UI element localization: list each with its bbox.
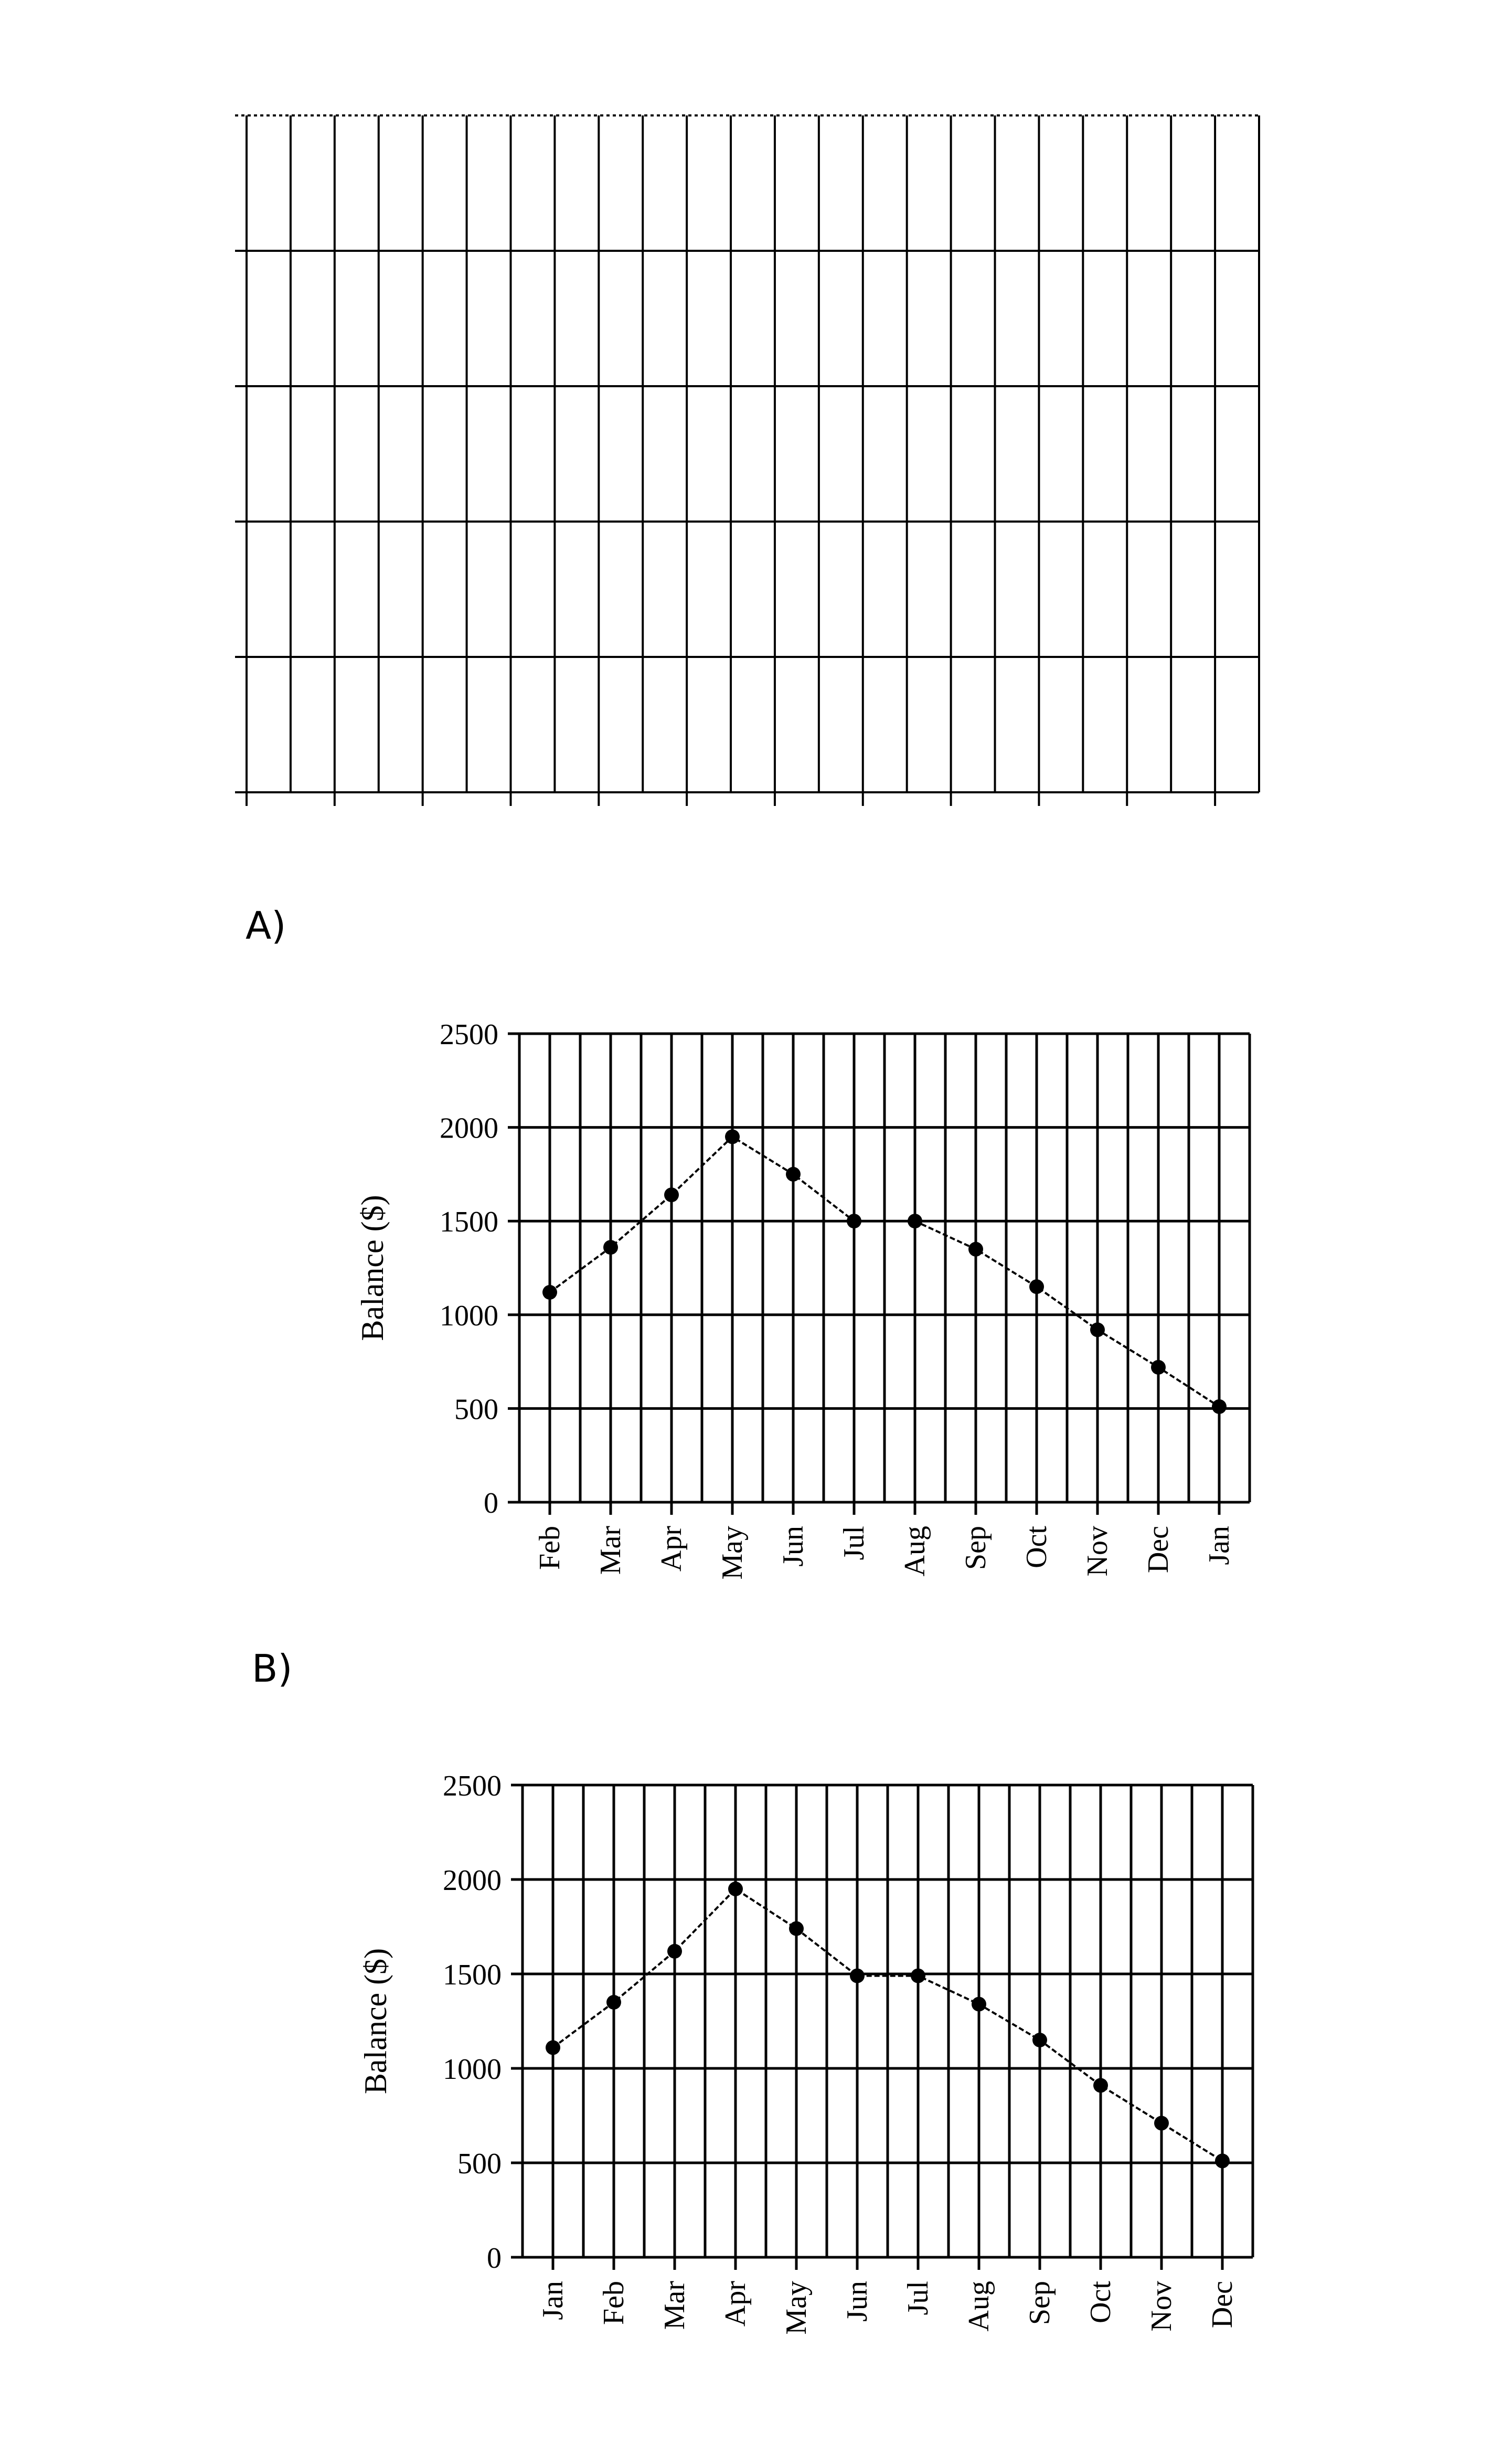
x-tick-label: Dec [1206, 2281, 1239, 2329]
x-tick-label: Aug [899, 1526, 931, 1577]
data-point [1029, 1279, 1044, 1294]
x-tick-label: Jul [902, 2281, 934, 2316]
data-point [1093, 2078, 1108, 2093]
data-point [850, 1969, 865, 1983]
data-point [968, 1242, 983, 1257]
data-point [911, 1969, 925, 1983]
y-tick-label: 0 [484, 1487, 498, 1520]
x-tick-label: Jun [777, 1526, 809, 1567]
data-point [1215, 2153, 1230, 2168]
data-point [606, 1995, 621, 2010]
data-point [667, 1944, 682, 1959]
data-point [664, 1187, 679, 1202]
data-point [728, 1882, 743, 1896]
x-tick-label: May [780, 2281, 813, 2335]
data-point [603, 1240, 618, 1255]
y-tick-label: 1500 [443, 1959, 502, 1991]
x-tick-label: Feb [598, 2281, 630, 2325]
x-tick-label: Nov [1145, 2281, 1178, 2332]
x-tick-label: Oct [1084, 2281, 1117, 2323]
y-tick-label: 0 [487, 2242, 502, 2275]
x-tick-label: Jul [838, 1526, 870, 1560]
chart-option-b [0, 1742, 1492, 2440]
y-tick-label: 500 [457, 2148, 502, 2180]
y-tick-label: 1000 [443, 2053, 502, 2086]
data-point [1154, 2116, 1169, 2130]
x-tick-label: Sep [960, 1526, 992, 1570]
option-a-label[interactable]: A) [246, 904, 286, 948]
x-tick-label: Sep [1024, 2281, 1056, 2325]
y-tick-label: 1000 [440, 1299, 498, 1332]
x-tick-label: May [716, 1526, 749, 1580]
data-point [542, 1285, 557, 1300]
y-tick-label: 2500 [443, 1770, 502, 1802]
y-axis-label: Balance ($) [358, 1948, 393, 2095]
data-point [546, 2040, 560, 2055]
blank-grid [220, 94, 1291, 819]
x-tick-label: Mar [594, 1526, 627, 1575]
data-point [789, 1921, 804, 1936]
x-tick-label: Jan [1203, 1526, 1235, 1565]
x-tick-label: Jun [841, 2281, 873, 2322]
data-point [725, 1129, 740, 1144]
x-tick-label: Mar [658, 2281, 691, 2330]
y-tick-label: 2000 [440, 1112, 498, 1145]
data-point [972, 1997, 986, 2012]
y-tick-label: 1500 [440, 1206, 498, 1239]
y-tick-label: 2500 [440, 1018, 498, 1051]
x-tick-label: Apr [655, 1526, 688, 1572]
data-point [786, 1167, 801, 1182]
x-tick-label: Oct [1020, 1526, 1053, 1568]
data-point [1032, 2033, 1047, 2047]
chart-option-a [0, 997, 1492, 1679]
y-axis-label: Balance ($) [355, 1195, 390, 1341]
y-tick-label: 500 [454, 1393, 498, 1426]
option-b-label[interactable]: B) [252, 1647, 293, 1691]
y-tick-label: 2000 [443, 1864, 502, 1897]
data-point [1090, 1322, 1105, 1337]
x-tick-label: Nov [1081, 1526, 1114, 1577]
data-point [1151, 1360, 1166, 1375]
x-tick-label: Jan [537, 2281, 569, 2320]
x-tick-label: Apr [719, 2281, 752, 2327]
data-point [847, 1214, 861, 1228]
x-tick-label: Aug [963, 2281, 995, 2332]
data-point [1212, 1399, 1227, 1414]
x-tick-label: Dec [1142, 1526, 1175, 1574]
x-tick-label: Feb [534, 1526, 566, 1570]
data-point [908, 1214, 922, 1228]
